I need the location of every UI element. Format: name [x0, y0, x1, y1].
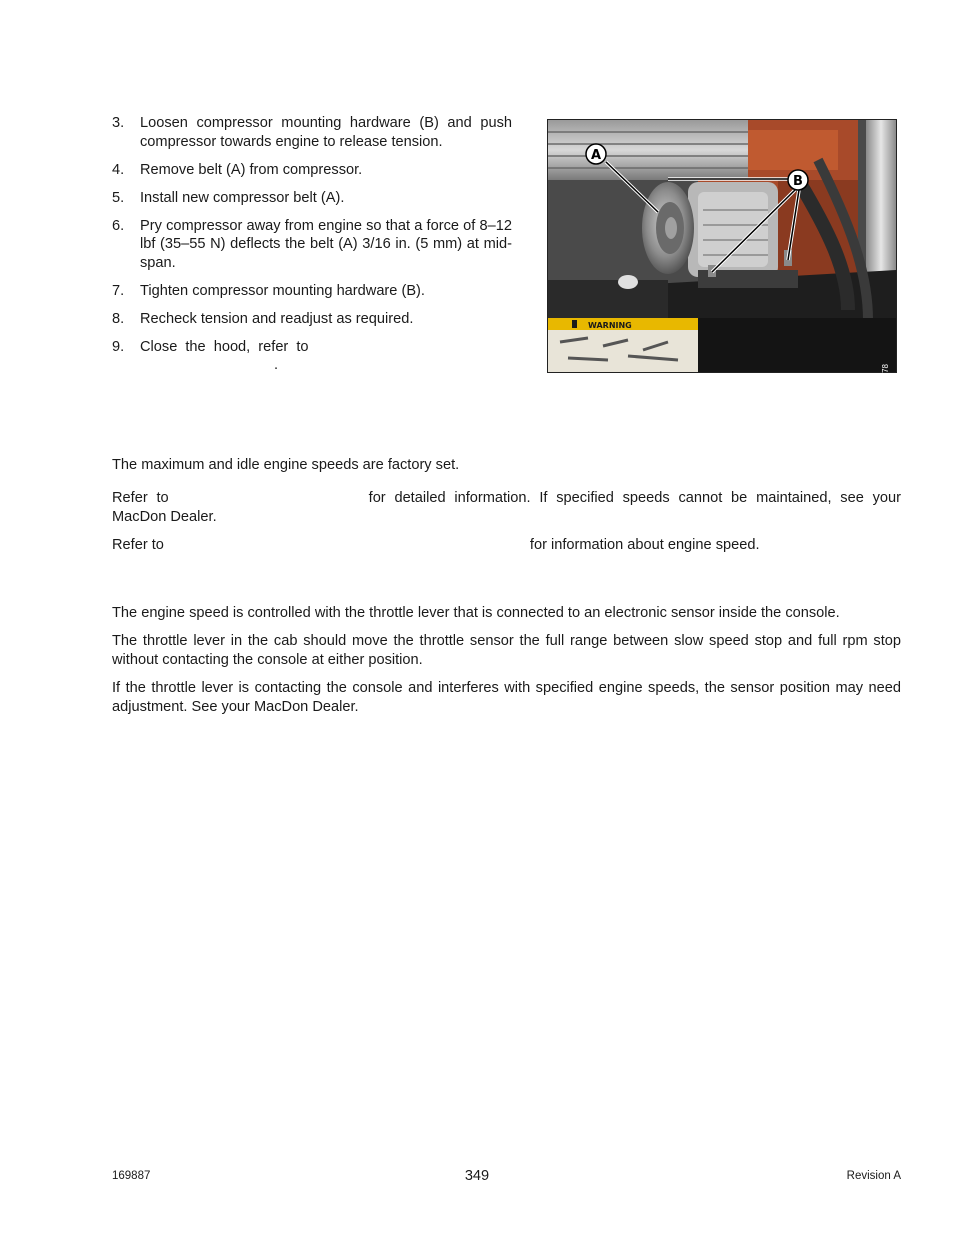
revision-label: Revision A	[846, 1170, 901, 1182]
step-9	[112, 338, 512, 375]
step-text: Recheck tension and readjust as required.	[140, 310, 414, 327]
step-text: Close the hood, refer to	[140, 338, 309, 355]
step-number: 3.	[112, 115, 125, 131]
step-text: Tighten compressor mounting hardware (B).	[140, 282, 425, 299]
step-text: Pry compressor away from engine so that a force of 8–12 lbf (35–55 N) deflects the belt (A) 3/16 in. (5 mm) at mid-span.	[140, 217, 512, 271]
callout-a	[586, 144, 606, 164]
callout-b	[788, 170, 808, 190]
step-number: 8.	[112, 310, 125, 327]
step-7	[112, 282, 512, 301]
step-text: Loosen compressor mounting hardware (B) and push compressor towards engine to release tension.	[140, 115, 512, 150]
step-number: 5.	[112, 189, 125, 206]
step-4	[112, 161, 512, 180]
step-number: 6.	[112, 217, 125, 234]
paragraph-refer-speed	[112, 536, 901, 555]
refer-start: Refer to	[112, 537, 164, 553]
step-8	[112, 310, 512, 329]
paragraph-throttle-range: The throttle lever in the cab should move the throttle sensor the full range between slow speed stop and full rpm stop without contacting the console at either position.	[112, 633, 901, 668]
refer-start: Refer to	[112, 490, 169, 506]
paragraph-factory-set: The maximum and idle engine speeds are factory set.	[112, 457, 460, 473]
step-3	[112, 114, 512, 151]
step-text: Install new compressor belt (A).	[140, 189, 345, 206]
callout-a-label: A	[590, 148, 602, 163]
compressor-photo	[547, 119, 897, 396]
document-number: 169887	[112, 1170, 151, 1182]
step-number: 4.	[112, 161, 125, 178]
warning-decal-text: WARNING	[588, 321, 632, 330]
paragraph-sensor-adjust: If the throttle lever is contacting the console and interferes with specified engine speeds, the sensor position may need adjustment. See your MacDon Dealer.	[112, 680, 901, 715]
step-text: Remove belt (A) from compressor.	[140, 161, 363, 178]
refer-end: for detailed information. If specified speeds cannot be maintained, see your MacDon Dealer.	[112, 490, 901, 525]
refer-end: for information about engine speed.	[529, 537, 760, 553]
compressor-illustration	[548, 120, 896, 372]
procedure-steps	[112, 114, 512, 384]
paragraph-throttle-lever: The engine speed is controlled with the throttle lever that is connected to an electronic sensor inside the console.	[112, 605, 840, 621]
paragraph-refer-detail	[112, 489, 901, 526]
step-5	[112, 189, 512, 208]
step-6	[112, 217, 512, 273]
callout-b-label: B	[793, 174, 803, 189]
step-text-tail: .	[274, 357, 279, 373]
step-number: 9.	[112, 338, 125, 355]
page-number: 349	[464, 1168, 490, 1184]
step-number: 7.	[112, 282, 125, 299]
figure-id: 1000078	[881, 364, 890, 396]
